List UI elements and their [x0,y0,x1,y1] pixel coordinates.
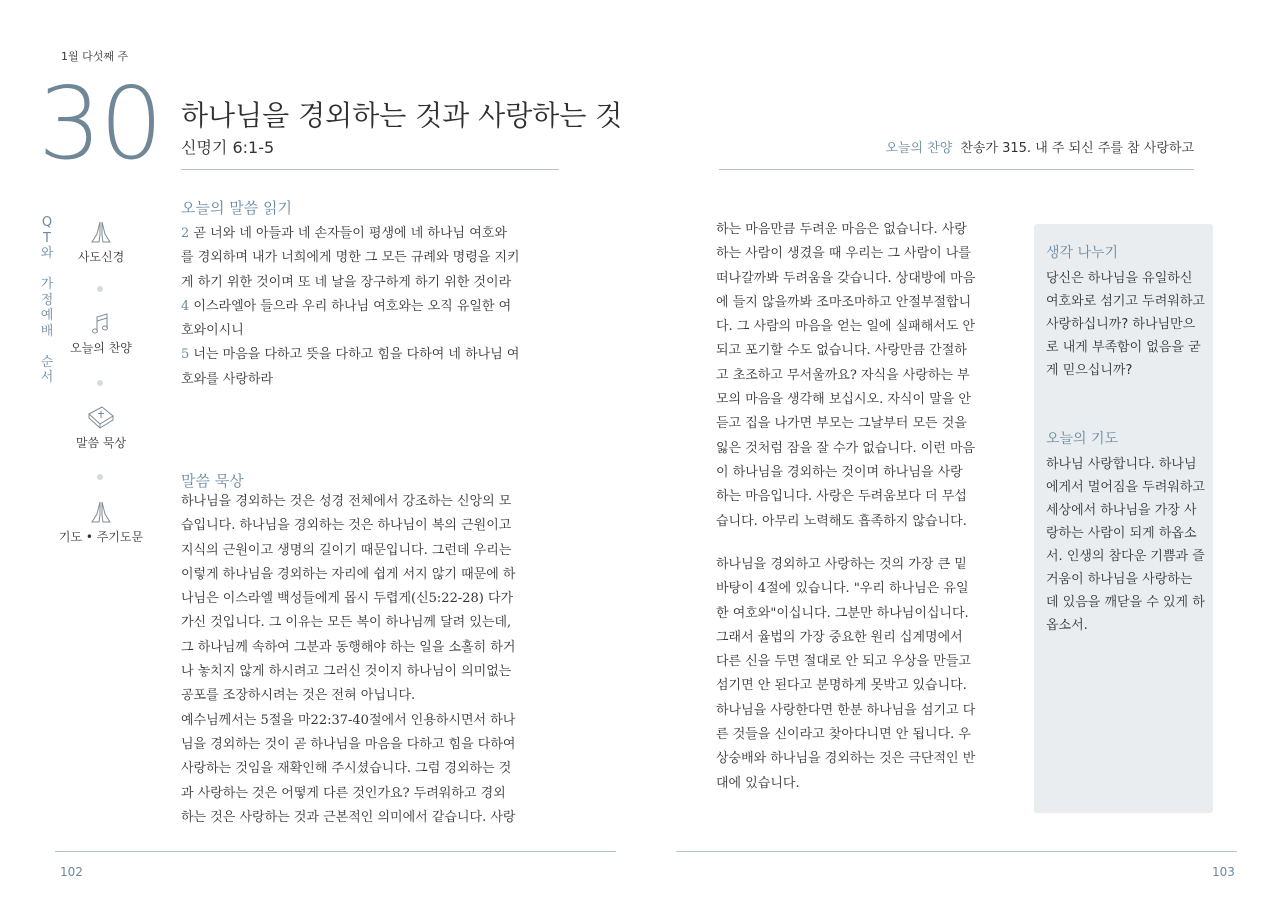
sharing-line: 게 믿으십니까? [1046,363,1133,378]
music-note-icon [88,311,114,337]
order-dot [97,380,103,386]
page-title: 하나님을 경외하는 것과 사랑하는 것 [181,99,623,132]
meditation-line: 바탕이 4절에 있습니다. "우리 하나님은 유일 [716,581,969,597]
order-dot [97,474,103,480]
verse-number: 4 [181,298,190,314]
day-number: 30 [38,65,162,182]
meditation-line: 습니다. 아무리 노력해도 흡족하지 않습니다. [716,513,967,529]
verse-number: 2 [181,226,190,241]
hymn-label: 오늘의 찬양 [885,141,953,156]
meditation-line: 잃은 것처럼 잠을 잘 수가 없습니다. 이런 마음 [716,440,976,456]
side-char: 예 [40,308,54,323]
order-dot [97,286,103,292]
verse-line: 게 하기 위한 것이며 또 네 날을 장구하게 하기 위한 것이라 [181,274,512,290]
verse-line: 를 경외하며 내가 너희에게 명한 그 모든 규례와 명령을 지키 [181,250,520,266]
order-item-prayer [51,500,151,545]
meditation-line: 하나님을 경외하는 것은 성경 전체에서 강조하는 신앙의 모 [181,494,512,509]
meditation-line: 이렇게 하나님을 경외하는 자리에 쉽게 서지 않기 때문에 하 [181,566,516,582]
meditation-line: 른 것들을 신이라고 찾아다니면 안 됩니다. 우 [716,727,971,743]
side-char: 가 [40,277,54,292]
praying-hands-icon [88,220,114,246]
side-char: Q [41,215,53,230]
sharing-line: 여호와로 섬기고 두려워하고 [1046,294,1205,309]
footer-rule-right [676,851,1237,852]
hymn-divider [719,169,1194,170]
scripture-reference: 신명기 6:1-5 [181,138,275,157]
meditation-line: 이 하나님을 경외하는 것이며 하나님을 사랑 [716,464,963,480]
meditation-line: 나님은 이스라엘 백성들에게 몹시 두렵게(신5:22-28) 다가 [181,591,514,607]
reading-passage [181,222,559,392]
meditation-line: 에 들지 않을까봐 조마조마하고 안절부절합니 [716,294,972,310]
meditation-line: 님을 경외하는 것이 곧 하나님을 마음을 다하고 힘을 다하여 [181,736,516,752]
prayer-line: 거움이 하나님을 사랑하는 [1046,572,1193,587]
meditation-line: 사랑하는 것임을 재확인해 주시셨습니다. 그럼 경외하는 것 [181,761,512,777]
verse-line: 호와를 사랑하라 [181,371,274,387]
meditation-line: 지식의 근원이고 생명의 길이기 때문입니다. 그런데 우리는 [181,542,512,558]
prayer-line: 옵소서. [1046,618,1088,633]
verse-line: 4 이스라엘아 들으라 우리 하나님 여호와는 오직 유일한 여 [181,298,512,314]
order-item-label: 오늘의 찬양 [70,341,132,355]
prayer-line: 하나님 사랑합니다. 하나님 [1046,457,1197,472]
prayer-text [1046,453,1206,637]
meditation-line: 예수님께서는 5절을 마22:37-40절에서 인용하시면서 하나 [181,712,516,728]
order-item-label: 사도신경 [77,250,125,264]
order-item-label: 기도 • 주기도문 [58,530,144,544]
reflection-box [1034,224,1213,813]
side-char: 배 [40,323,54,339]
meditation-line: 공포를 조장하시려는 것은 전혀 아닙니다. [181,688,416,704]
page-number-right: 103 [1212,865,1235,879]
meditation-line: 하나님을 사랑한다면 한분 하나님을 섬기고 다 [716,702,976,718]
todays-hymn [885,137,1194,156]
prayer-line: 데 있음을 깨닫을 수 있게 하 [1046,595,1205,610]
side-char: 와 [40,246,54,261]
order-item-meditation [51,404,151,451]
prayer-line: 에게서 멀어짐을 두려워하고 [1046,480,1205,495]
prayer-line: 서. 인생의 참다운 기쁨과 즐 [1046,549,1205,564]
order-item-hymn [51,311,151,356]
meditation-line: 모의 마음을 생각해 보십시오. 자식이 말을 안 [716,392,971,408]
hymn-title: 찬송가 315. 내 주 되신 주를 참 사랑하고 [960,141,1194,156]
sharing-line: 당신은 하나님을 유일하신 [1046,271,1193,286]
praying-hands-icon [88,500,114,526]
meditation-line: 대에 있습니다. [716,775,800,791]
meditation-line: 나 놓치지 않게 하시려고 그러신 것이지 하나님이 의미없는 [181,664,512,680]
meditation-line: 섬기면 안 된다고 분명하게 못박고 있습니다. [716,678,967,694]
prayer-line: 랑하는 사람이 되게 하옵소 [1046,526,1197,541]
meditation-line: 과 사랑하는 것은 어떻게 다른 것인가요? 두려워하고 경외 [181,785,506,801]
verse-line: 5 너는 마음을 다하고 뜻을 다하고 힘을 다하여 네 하나님 여 [181,347,520,363]
meditation-line: 그 하나님께 속하여 그분과 동행해야 하는 일을 소홀히 하거 [181,639,516,655]
meditation-line: 습입니다. 하나님을 경외하는 것은 하나님이 복의 근원이고 [181,518,512,534]
meditation-line: 다. 그 사람의 마음을 얻는 일에 실패해서도 안 [716,319,976,335]
verse-line: 2 곧 너와 네 아들과 네 손자들이 평생에 네 하나님 여호와 [181,226,507,241]
meditation-line: 하는 것은 사랑하는 것과 근본적인 의미에서 같습니다. 사랑 [181,809,516,825]
sharing-text [1046,267,1206,382]
meditation-line: 그래서 율법의 가장 중요한 원리 십계명에서 [716,629,963,645]
reading-heading: 오늘의 말씀 읽기 [181,199,292,217]
bible-book-icon [86,404,116,432]
week-label: 1월 다섯째 주 [61,50,129,63]
meditation-line: 떠나갈까봐 두려움을 갖습니다. 상대방에 마음 [716,270,976,286]
sharing-line: 로 내게 부족함이 없음을 굳 [1046,340,1201,355]
page-number-left: 102 [60,865,83,879]
title-divider [181,169,559,170]
side-char: 정 [40,292,54,308]
sharing-line: 사랑하십니까? 하나님만으 [1046,317,1196,332]
meditation-heading: 말씀 묵상 [181,472,244,490]
meditation-right-column-2 [716,553,1008,796]
meditation-left-column [181,490,559,830]
verse-line: 호와이시니 [181,323,244,339]
meditation-line: 다른 신을 두면 절대로 안 되고 우상을 만들고 [716,654,971,670]
meditation-line: 가신 것입니다. 그 이유는 모든 복이 하나님께 달려 있는데, [181,615,512,631]
order-item-label: 말씀 묵상 [75,436,127,450]
meditation-line: 되고 포기할 수도 없습니다. 사랑만큼 간절하 [716,343,967,359]
sharing-heading: 생각 나누기 [1046,245,1119,261]
meditation-line: 듣고 집을 나가면 부모는 그날부터 모든 것을 [716,416,967,432]
side-char: 순 [40,354,54,370]
meditation-right-column-1 [716,218,1008,534]
meditation-line: 상숭배와 하나님을 경외하는 것은 극단적인 반 [716,751,976,767]
prayer-line: 세상에서 하나님을 가장 사 [1046,503,1197,518]
verse-number: 5 [181,347,190,363]
side-char: T [43,230,51,246]
meditation-line: 하는 사람이 생겼을 때 우리는 그 사람이 나를 [716,246,971,262]
meditation-line: 하나님을 경외하고 사랑하는 것의 가장 큰 밑 [716,557,967,572]
order-item-apostles-creed [51,220,151,265]
meditation-line: 하는 마음입니다. 사랑은 두려움보다 더 무섭 [716,489,967,505]
meditation-line: 고 초조하고 무서울까요? 자식을 사랑하는 부 [716,367,970,383]
prayer-heading: 오늘의 기도 [1046,431,1119,447]
meditation-line: 하는 마음만큼 두려운 마음은 없습니다. 사랑 [716,222,967,237]
footer-rule-left [55,851,616,852]
meditation-line: 한 여호와"이십니다. 그분만 하나님이십니다. [716,605,969,621]
side-char: 서 [40,370,54,385]
